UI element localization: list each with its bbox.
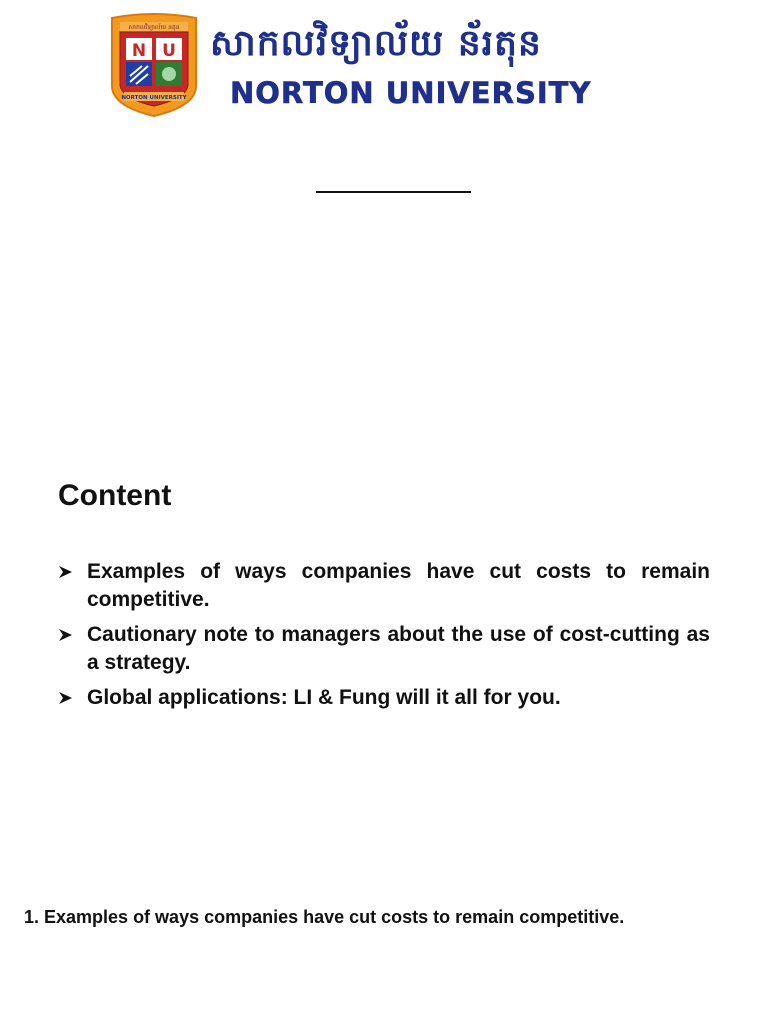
svg-text:U: U [162, 41, 176, 61]
content-heading: Content [58, 479, 172, 512]
crest-top-caption: សាកលវិទ្យាល័យ នតុន [128, 24, 180, 31]
arrow-bullet-icon [58, 565, 74, 579]
section-heading: 1. Examples of ways companies have cut costs to remain competitive. [24, 907, 625, 927]
arrow-bullet-icon [58, 628, 74, 642]
list-item [58, 621, 710, 677]
university-header [108, 12, 668, 122]
bullet-text: Global applications: LI & Fung will it all for you. [87, 686, 561, 709]
university-name-english: NORTON UNIVERSITY [230, 76, 592, 110]
crest-bottom-caption: NORTON UNIVERSITY [121, 95, 187, 101]
bullet-text: Cautionary note to managers about the use of cost-cutting as a strategy. [87, 623, 710, 674]
svg-text:N: N [131, 41, 147, 61]
bullet-text: Examples of ways companies have cut costs to remain competitive. [87, 560, 710, 611]
content-bullet-list [58, 558, 710, 719]
university-name-khmer: សាកលវិទ្យាល័យ ន័រតុន [210, 23, 542, 64]
university-crest-icon [108, 12, 200, 118]
title-divider [316, 191, 471, 193]
list-item [58, 558, 710, 614]
arrow-bullet-icon [58, 691, 74, 705]
list-item [58, 684, 710, 712]
